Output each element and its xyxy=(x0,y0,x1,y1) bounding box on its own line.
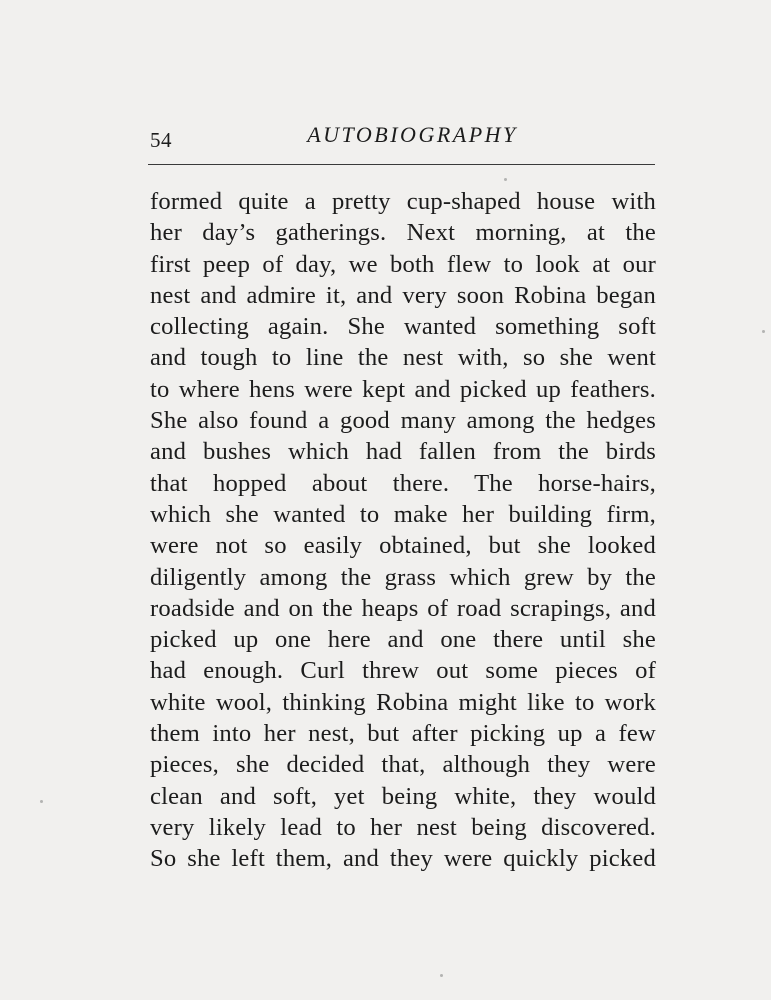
text-line: very likely lead to her nest being discovered. xyxy=(150,813,656,841)
text-line: picked up one here and one there until she xyxy=(150,626,656,654)
text-line: diligently among the grass which grew by the xyxy=(150,563,656,591)
text-line: and tough to line the nest with, so she went xyxy=(150,344,656,372)
text-line: first peep of day, we both flew to look at our xyxy=(150,250,656,278)
text-line: were not so easily obtained, but she looked xyxy=(150,532,656,560)
text-line: formed quite a pretty cup-shaped house with xyxy=(150,188,656,215)
text-line: them into her nest, but after picking up a few xyxy=(150,720,656,748)
text-line: So she left them, and they were quickly picked xyxy=(150,845,656,873)
paper-speck xyxy=(504,178,507,181)
text-line: nest and admire it, and very soon Robina began xyxy=(150,281,656,309)
text-line: that hopped about there. The horse-hairs, xyxy=(150,469,656,497)
text-line: roadside and on the heaps of road scrapings, and xyxy=(150,594,656,622)
paper-speck xyxy=(762,330,765,333)
text-line: She also found a good many among the hedges xyxy=(150,407,656,435)
header-rule xyxy=(148,164,655,165)
text-line: pieces, she decided that, although they were xyxy=(150,751,656,779)
page-number: 54 xyxy=(150,128,172,152)
page-header xyxy=(150,122,655,154)
text-line: white wool, thinking Robina might like to work xyxy=(150,688,656,716)
text-line: had enough. Curl threw out some pieces of xyxy=(150,657,656,685)
text-line: which she wanted to make her building firm, xyxy=(150,500,656,528)
paper-speck xyxy=(40,800,43,803)
text-line: and bushes which had fallen from the birds xyxy=(150,438,656,466)
text-line: collecting again. She wanted something soft xyxy=(150,313,656,341)
body-text xyxy=(150,186,656,875)
text-line: her day’s gatherings. Next morning, at the xyxy=(150,219,656,247)
text-line: to where hens were kept and picked up feathers. xyxy=(150,375,656,403)
running-head: AUTOBIOGRAPHY xyxy=(307,122,518,147)
text-line: clean and soft, yet being white, they would xyxy=(150,782,656,810)
paper-speck xyxy=(440,974,443,977)
